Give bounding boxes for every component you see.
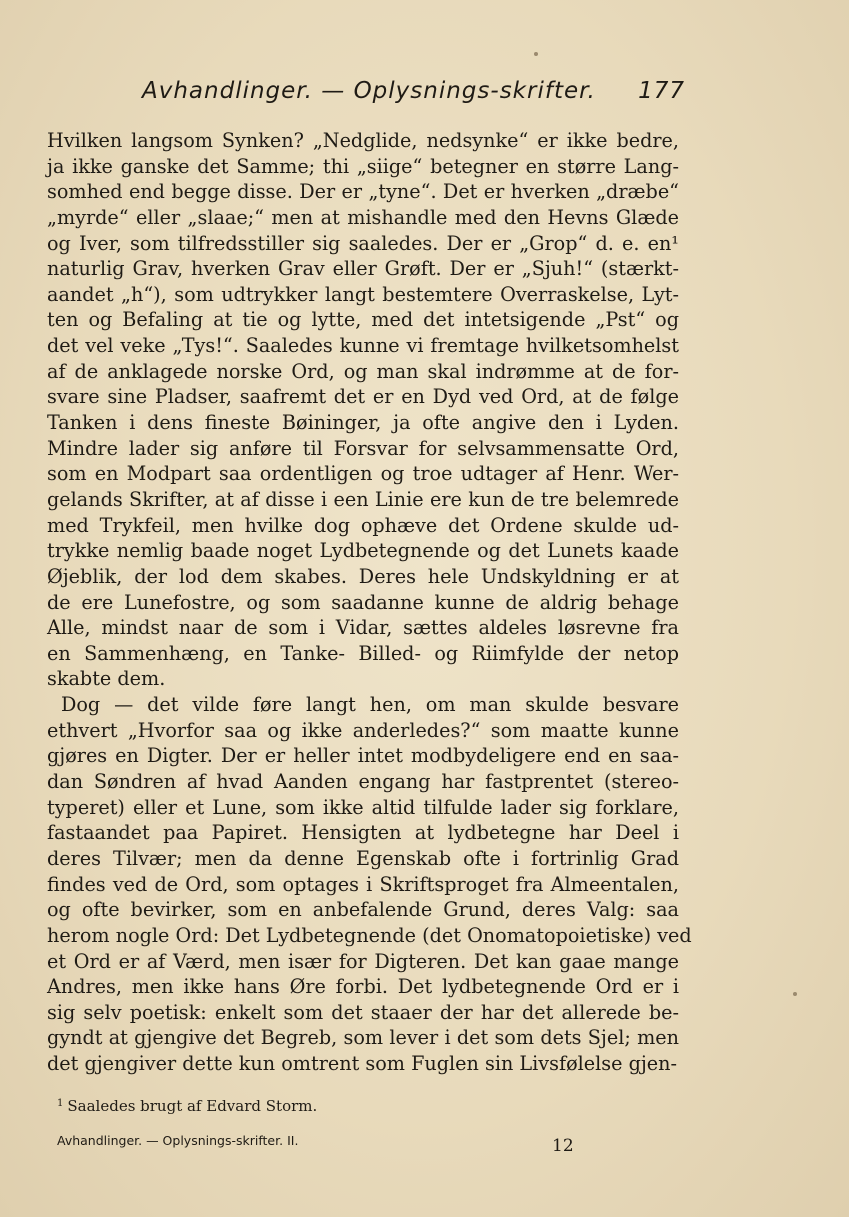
- page-number: 177: [638, 78, 685, 104]
- signature-number: 12: [552, 1136, 574, 1156]
- body-text: [47, 128, 692, 1077]
- text-line: sig selv poetisk: enkelt som det staaer der har det allerede be-: [47, 1000, 679, 1024]
- text-line: Mindre lader sig anføre til Forsvar for selvsammensatte Ord,: [47, 436, 679, 460]
- text-line: svare sine Pladser, saafremt det er en Dyd ved Ord, at de følge: [47, 385, 679, 409]
- text-line: de ere Lunefostre, og som saadanne kunne de aldrig behage: [47, 590, 679, 614]
- text-line: gyndt at gjengive det Begreb, som lever i det som dets Sjel; men: [47, 1026, 679, 1050]
- text-line: Andres, men ikke hans Øre forbi. Det lydbetegnende Ord er i: [47, 975, 679, 999]
- text-line: trykke nemlig baade noget Lydbetegnende og det Lunets kaade: [47, 539, 679, 563]
- text-line: fastaandet paa Papiret. Hensigten at lydbetegne har Deel i: [47, 821, 679, 845]
- footnote: [57, 1097, 317, 1115]
- text-line: skabte dem.: [47, 667, 166, 691]
- text-line: Hvilken langsom Synken? „Nedglide, nedsynke“ er ikke bedre,: [47, 129, 679, 152]
- text-line: ethvert „Hvorfor saa og ikke anderledes?“ som maatte kunne: [47, 718, 679, 742]
- text-line: og ofte bevirker, som en anbefalende Grund, deres Valg: saa: [47, 898, 679, 922]
- text-line: Alle, mindst naar de som i Vidar, sættes aldeles løsrevne fra: [47, 616, 679, 640]
- text-line: Dog — det vilde føre langt hen, om man skulde besvare: [61, 693, 679, 717]
- print-speck: [534, 52, 538, 56]
- text-line: et Ord er af Værd, men især for Digteren. Det kan gaae mange: [47, 949, 679, 973]
- print-speck: [793, 992, 797, 996]
- text-line: og Iver, som tilfredsstiller sig saaledes. Der er „Grop“ d. e. en¹: [47, 231, 679, 255]
- text-line: gelands Skrifter, at af disse i een Linie ere kun de tre belemrede: [47, 487, 679, 511]
- text-line: gjøres en Digter. Der er heller intet modbydeligere end en saa-: [47, 744, 679, 768]
- text-line: som en Modpart saa ordentligen og troe udtager af Henr. Wer-: [47, 462, 679, 486]
- text-line: ja ikke ganske det Samme; thi „siige“ betegner en større Lang-: [47, 154, 679, 178]
- text-line: naturlig Grav, hverken Grav eller Grøft. Der er „Sjuh!“ (stærkt-: [47, 257, 679, 281]
- footnote-text: Saaledes brugt af Edvard Storm.: [67, 1097, 318, 1115]
- text-line: aandet „h“), som udtrykker langt bestemtere Overraskelse, Lyt-: [47, 282, 679, 306]
- text-line: „myrde“ eller „slaae;“ men at mishandle med den Hevns Glæde: [47, 205, 679, 229]
- signature-line: Avhandlinger. — Oplysnings-skrifter. II.: [57, 1133, 299, 1148]
- text-line: somhed end begge disse. Der er „tyne“. Det er hverken „dræbe“: [47, 180, 679, 204]
- text-line: findes ved de Ord, som optages i Skriftsproget fra Almeentalen,: [47, 872, 679, 896]
- text-line: herom nogle Ord: Det Lydbetegnende (det Onomatopoietiske) ved: [47, 923, 692, 947]
- text-line: Tanken i dens fineste Bøininger, ja ofte angive den i Lyden.: [47, 411, 679, 435]
- text-line: med Trykfeil, men hvilke dog ophæve det Ordene skulde ud-: [47, 513, 679, 537]
- running-head: [130, 78, 685, 112]
- running-head-title: Avhandlinger. — Oplysnings-skrifter.: [142, 78, 596, 104]
- text-line: Øjeblik, der lod dem skabes. Deres hele Undskyldning er at: [47, 564, 679, 588]
- text-line: ten og Befaling at tie og lytte, med det intetsigende „Pst“ og: [47, 308, 679, 332]
- text-line: det gjengiver dette kun omtrent som Fuglen sin Livsfølelse gjen-: [47, 1052, 677, 1076]
- footnote-marker: 1: [57, 1098, 64, 1109]
- text-line: dan Søndren af hvad Aanden engang har fastprentet (stereo-: [47, 770, 679, 794]
- text-line: af de anklagede norske Ord, og man skal indrømme at de for-: [47, 359, 679, 383]
- text-line: deres Tilvær; men da denne Egenskab ofte i fortrinlig Grad: [47, 846, 679, 870]
- text-line: det vel veke „Tys!“. Saaledes kunne vi fremtage hvilketsomhelst: [47, 334, 679, 358]
- text-line: en Sammenhæng, en Tanke- Billed- og Riimfylde der netop: [47, 641, 679, 665]
- text-line: typeret) eller et Lune, som ikke altid tilfulde lader sig forklare,: [47, 795, 679, 819]
